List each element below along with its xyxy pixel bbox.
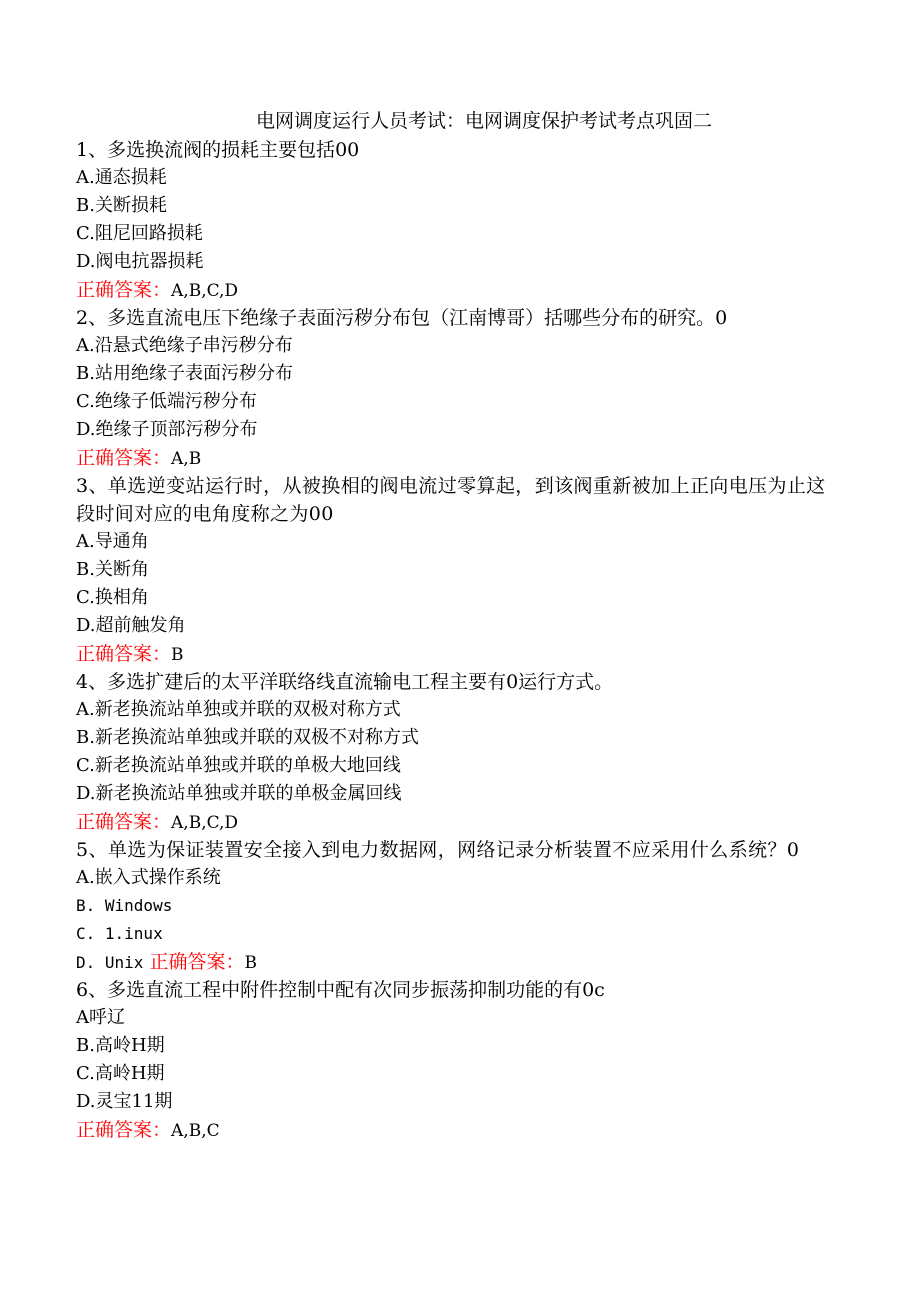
answer-line	[76, 948, 836, 976]
option-a: A.通态损耗	[76, 167, 167, 188]
option-c: C.阻尼回路损耗	[76, 223, 203, 244]
answer-value: B	[244, 953, 257, 973]
option-c: C.换相角	[76, 587, 149, 608]
option-b: B.高岭H期	[76, 1035, 165, 1056]
option-b: B.关断损耗	[76, 195, 167, 216]
option-c: C.新老换流站单独或并联的单极大地回线	[76, 755, 401, 776]
answer-value: A,B	[171, 449, 202, 469]
option-b: B. Windows	[76, 896, 173, 915]
question-stem: 5、单选为保证装置安全接入到电力数据网，网络记录分析装置不应采用什么系统？0	[76, 839, 800, 861]
option-c: C. 1.inux	[76, 924, 163, 943]
answer-label: 正确答案：	[76, 279, 172, 301]
option-d: D.绝缘子顶部污秽分布	[76, 419, 258, 440]
option-c: C.绝缘子低端污秽分布	[76, 391, 257, 412]
option-d: D. Unix	[76, 953, 144, 972]
option-a: A.沿悬式绝缘子串污秽分布	[76, 335, 293, 356]
option-a: A.嵌入式操作系统	[76, 867, 221, 888]
answer-line	[76, 640, 836, 668]
answer-label: 正确答案：	[149, 951, 245, 973]
question-stem: 3、单选逆变站运行时，从被换相的阀电流过零算起，到该阀重新被加上正向电压为止这段时间对应的电角度称之为00	[76, 475, 826, 525]
question-stem: 4、多选扩建后的太平洋联络线直流输电工程主要有0运行方式。	[76, 671, 614, 693]
option-a: A.新老换流站单独或并联的双极对称方式	[76, 699, 401, 720]
answer-label: 正确答案：	[76, 447, 172, 469]
answer-label: 正确答案：	[76, 811, 172, 833]
question-stem: 2、多选直流电压下绝缘子表面污秽分布包（江南博哥）括哪些分布的研究。0	[76, 307, 728, 329]
option-d: D.阀电抗器损耗	[76, 251, 204, 272]
answer-label: 正确答案：	[76, 643, 172, 665]
question-2	[76, 304, 836, 472]
option-c: C.高岭H期	[76, 1063, 165, 1084]
question-5	[76, 836, 836, 976]
question-4	[76, 668, 836, 836]
question-3	[76, 472, 836, 668]
option-a: A呼辽	[76, 1007, 125, 1028]
option-d: D.灵宝11期	[76, 1091, 173, 1112]
answer-line	[76, 444, 836, 472]
question-1	[76, 136, 836, 304]
answer-line	[76, 808, 836, 836]
answer-value: A,B,C,D	[171, 281, 239, 301]
option-a: A.导通角	[76, 531, 149, 552]
answer-value: A,B,C,D	[171, 813, 239, 833]
answer-label: 正确答案：	[76, 1119, 172, 1141]
option-d: D.新老换流站单独或并联的单极金属回线	[76, 783, 402, 804]
answer-line	[76, 1116, 836, 1144]
option-b: B.新老换流站单独或并联的双极不对称方式	[76, 727, 419, 748]
answer-value: B	[171, 645, 184, 665]
answer-line	[76, 276, 836, 304]
question-stem: 6、多选直流工程中附件控制中配有次同步振荡抑制功能的有0c	[76, 979, 605, 1001]
option-b: B.关断角	[76, 559, 149, 580]
document-page	[76, 106, 836, 1144]
option-d: D.超前触发角	[76, 615, 186, 636]
document-title: 电网调度运行人员考试：电网调度保护考试考点巩固二	[255, 110, 712, 132]
question-stem: 1、多选换流阀的损耗主要包括00	[76, 139, 360, 161]
answer-value: A,B,C	[171, 1121, 220, 1141]
question-6	[76, 976, 836, 1144]
option-b: B.站用绝缘子表面污秽分布	[76, 363, 293, 384]
